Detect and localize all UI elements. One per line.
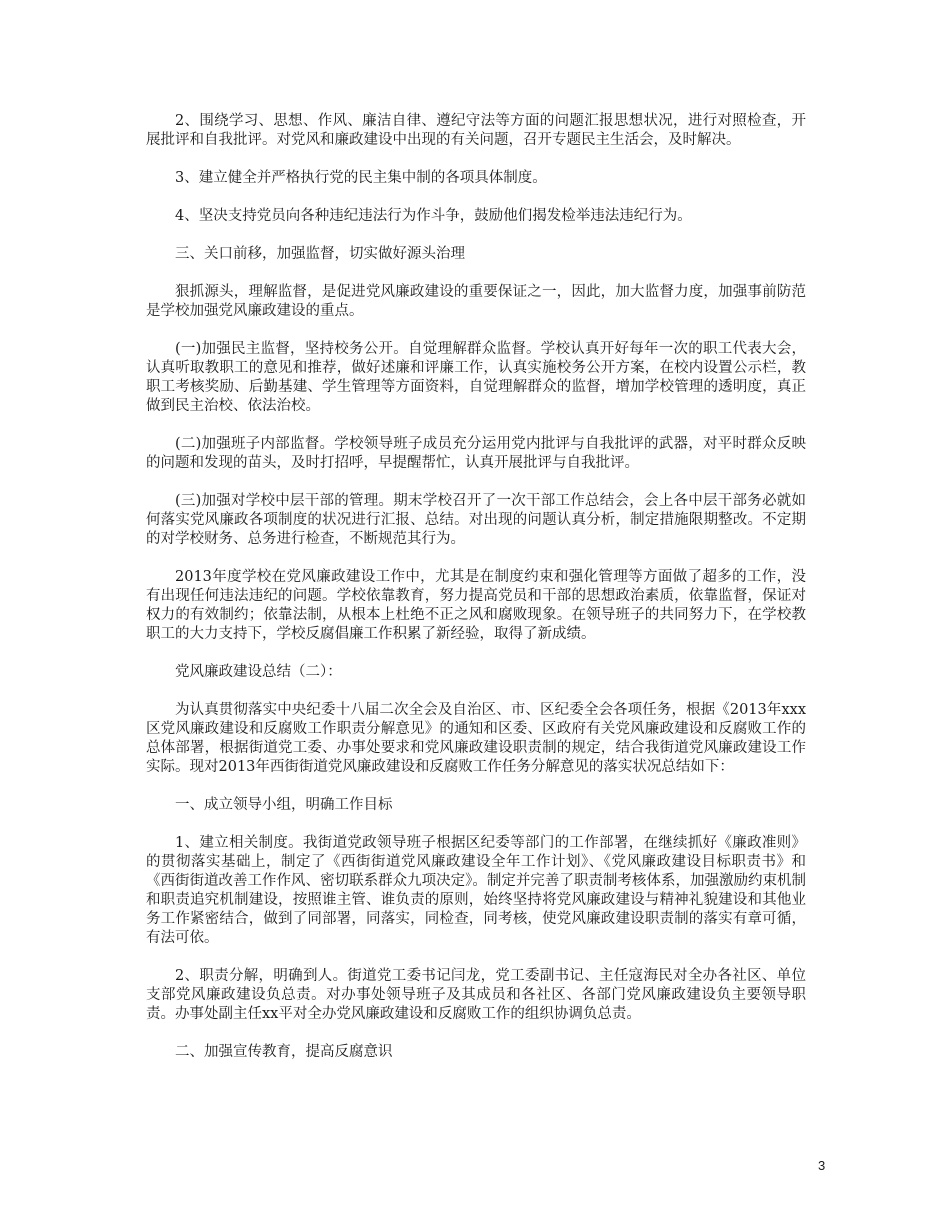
paragraph-1: 2、围绕学习、思想、作风、廉洁自律、遵纪守法等方面的问题汇报思想状况，进行对照检查，开展批评和自我批评。对党风和廉政建设中出现的有关问题，召开专题民主生活会，及时解决。 — [146, 113, 806, 148]
page-number: 3 — [818, 1158, 826, 1173]
document-body — [146, 112, 806, 1081]
paragraph-6: (一)加强民主监督，坚持校务公开。自觉理解群众监督。学校认真开好每年一次的职工代表大会，认真听取教职工的意见和推荐，做好述廉和评廉工作，认真实施校务公开方案，在校内设置公示栏，教职工考核奖励、后勤基建、学生管理等方面资料，自觉理解群众的监督，增加学校管理的透明度，真正做到民主治校、依法治校。 — [146, 341, 806, 414]
paragraph-2: 3、建立健全并严格执行党的民主集中制的各项具体制度。 — [175, 170, 547, 186]
paragraph-8: (三)加强对学校中层干部的管理。期末学校召开了一次干部工作总结会，会上各中层干部务必就如何落实党风廉政各项制度的状况进行汇报、总结。对出现的问题认真分析，制定措施限期整改。不定期的对学校财务、总务进行检查，不断规范其行为。 — [146, 493, 806, 547]
paragraph-7: (二)加强班子内部监督。学校领导班子成员充分运用党内批评与自我批评的武器，对平时群众反映的问题和发现的苗头，及时打招呼，早提醒帮忙，认真开展批评与自我批评。 — [146, 436, 806, 471]
paragraph-3: 4、坚决支持党员向各种违纪违法行为作斗争，鼓励他们揭发检举违法违纪行为。 — [175, 208, 692, 224]
paragraph-13: 1、建立相关制度。我街道党政领导班子根据区纪委等部门的工作部署，在继续抓好《廉政准则》的贯彻落实基础上，制定了《西街街道党风廉政建设全年工作计划》、《党风廉政建设目标职责书》和《西街街道改善工作作风、密切联系群众九项决定》。制定并完善了职责制考核体系，加强激励约束机制和职责追究机制建设，按照谁主管、谁负责的原则，始终坚持将党风廉政建设与精神礼貌建设和其他业务工作紧密结合，做到了同部署，同落实，同检查，同考核，使党风廉政建设职责制的落实有章可循，有法可依。 — [146, 835, 806, 946]
section-heading-1: 一、成立领导小组，明确工作目标 — [175, 797, 393, 813]
section-heading-3: 三、关口前移，加强监督，切实做好源头治理 — [175, 246, 465, 262]
summary-title-2: 党风廉政建设总结（二）： — [175, 664, 342, 680]
paragraph-11: 为认真贯彻落实中央纪委十八届二次全会及自治区、市、区纪委全会各项任务，根据《2013年xxx区党风廉政建设和反腐败工作职责分解意见》的通知和区委、区政府有关党风廉政建设和反腐败工作的总体部署，根据街道党工委、办事处要求和党风廉政建设职责制的规定，结合我街道党风廉政建设工作实际。现对2013年西街街道党风廉政建设和反腐败工作任务分解意见的落实状况总结如下： — [146, 702, 806, 775]
paragraph-14: 2、职责分解，明确到人。街道党工委书记闫龙，党工委副书记、主任寇海民对全办各社区、单位支部党风廉政建设负总责。对办事处领导班子及其成员和各社区、各部门党风廉政建设负主要领导职责。办事处副主任xx平对全办党风廉政建设和反腐败工作的组织协调负总责。 — [146, 968, 806, 1022]
paragraph-9: 2013年度学校在党风廉政建设工作中，尤其是在制度约束和强化管理等方面做了超多的工作，没有出现任何违法违纪的问题。学校依靠教育，努力提高党员和干部的思想政治素质，依靠监督，保证对权力的有效制约；依靠法制，从根本上杜绝不正之风和腐败现象。在领导班子的共同努力下，在学校教职工的大力支持下，学校反腐倡廉工作积累了新经验，取得了新成绩。 — [146, 569, 806, 642]
section-heading-2: 二、加强宣传教育，提高反腐意识 — [175, 1044, 393, 1060]
paragraph-5: 狠抓源头，理解监督，是促进党风廉政建设的重要保证之一，因此，加大监督力度，加强事前防范是学校加强党风廉政建设的重点。 — [146, 284, 806, 319]
